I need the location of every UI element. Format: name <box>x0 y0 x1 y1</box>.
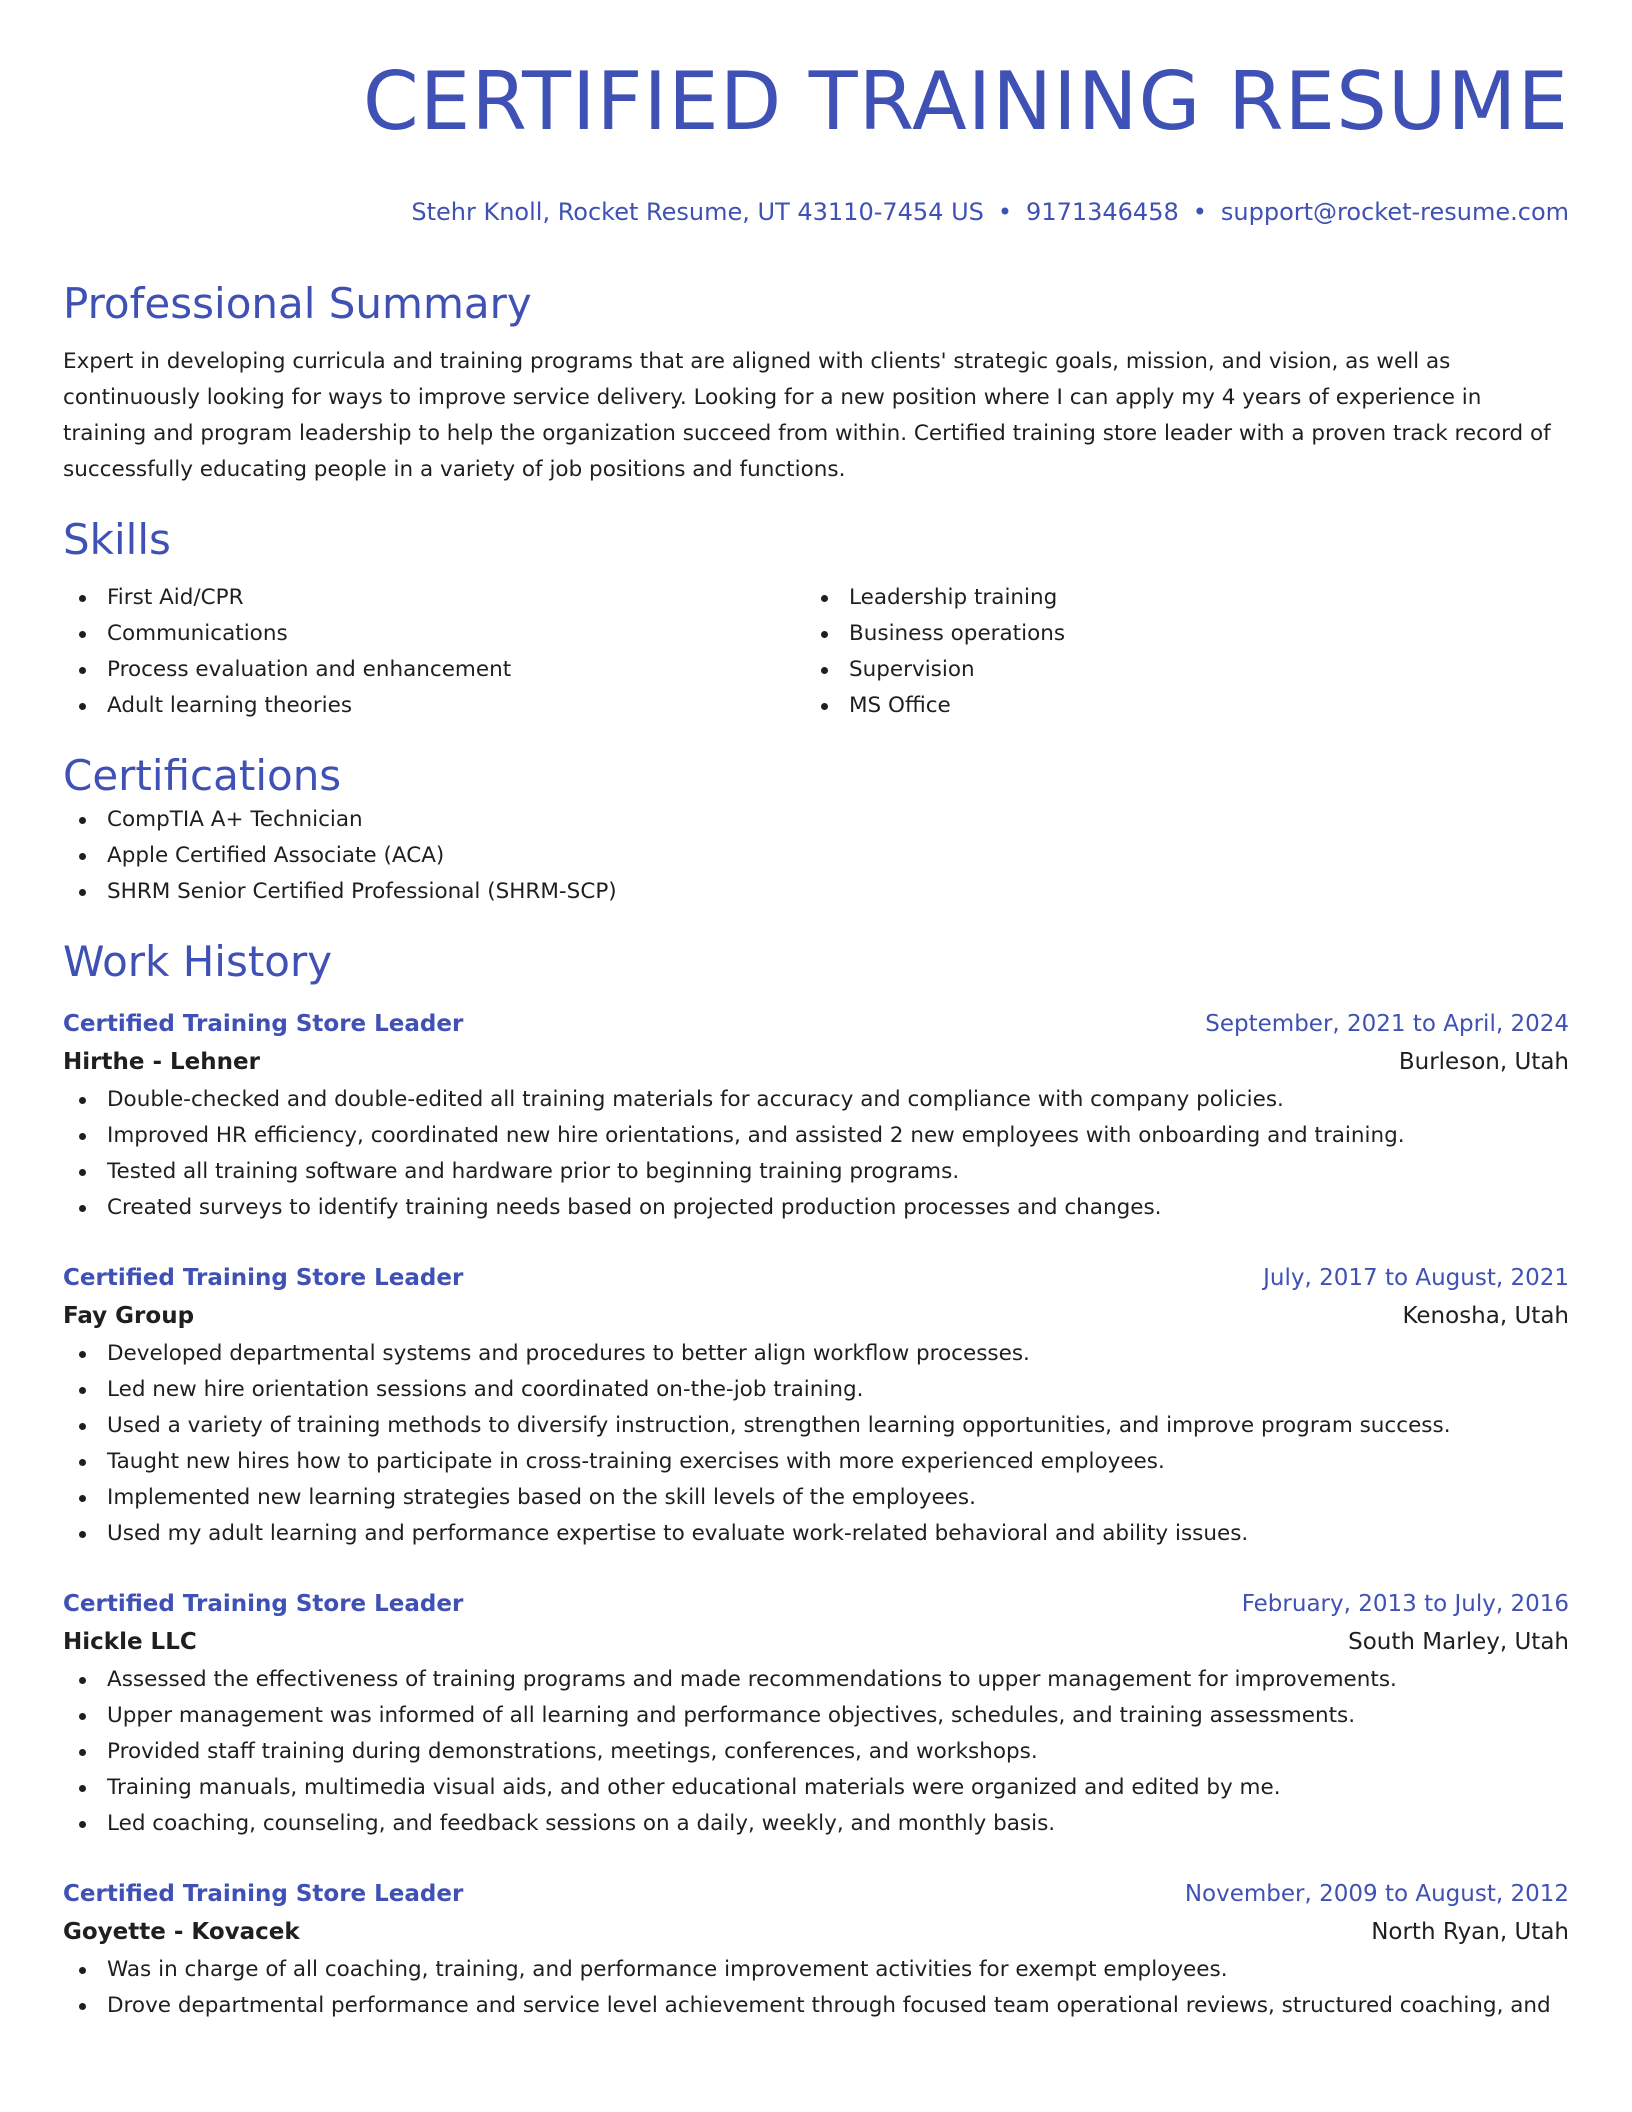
contact-separator: • <box>1192 198 1207 226</box>
skill-item: Adult learning theories <box>63 688 805 724</box>
skill-item: MS Office <box>805 688 1569 724</box>
job-location: North Ryan, Utah <box>1371 1919 1569 1945</box>
job-bullets <box>63 1336 1569 1552</box>
job-entry <box>63 1876 1569 2024</box>
skill-item: First Aid/CPR <box>63 580 805 616</box>
job-location: Kenosha, Utah <box>1402 1303 1569 1329</box>
job-bullet: Was in charge of all coaching, training, and performance improvement activities for exempt employees. <box>63 1952 1569 1988</box>
job-bullet: Drove departmental performance and service level achievement through focused team operational reviews, structured coaching, and <box>63 1988 1569 2024</box>
job-bullet: Used a variety of training methods to diversify instruction, strengthen learning opportunities, and improve program success. <box>63 1408 1569 1444</box>
certification-item: SHRM Senior Certified Professional (SHRM-SCP) <box>63 874 1569 910</box>
skill-item: Communications <box>63 616 805 652</box>
job-bullet: Assessed the effectiveness of training programs and made recommendations to upper management for improvements. <box>63 1662 1569 1698</box>
professional-summary-section <box>63 278 1569 488</box>
job-bullet: Improved HR efficiency, coordinated new hire orientations, and assisted 2 new employees with onboarding and training. <box>63 1118 1569 1154</box>
job-location: Burleson, Utah <box>1398 1049 1569 1075</box>
job-title: Certified Training Store Leader <box>63 1591 464 1617</box>
job-bullet: Tested all training software and hardware prior to beginning training programs. <box>63 1154 1569 1190</box>
job-dates: July, 2017 to August, 2021 <box>1263 1265 1569 1291</box>
job-bullets <box>63 1082 1569 1226</box>
job-entry <box>63 1260 1569 1552</box>
job-dates: February, 2013 to July, 2016 <box>1241 1591 1569 1617</box>
job-bullet: Used my adult learning and performance expertise to evaluate work-related behavioral and ability issues. <box>63 1516 1569 1552</box>
contact-phone[interactable]: 9171346458 <box>1026 198 1179 226</box>
skills-list-right <box>805 580 1569 724</box>
skills-list-left <box>63 580 805 724</box>
job-title: Certified Training Store Leader <box>63 1881 464 1907</box>
job-company: Fay Group <box>63 1303 195 1329</box>
job-entry <box>63 1586 1569 1842</box>
contact-email[interactable]: support@rocket-resume.com <box>1220 198 1569 226</box>
contact-address: Stehr Knoll, Rocket Resume, UT 43110-7454 US <box>411 198 984 226</box>
job-bullet: Training manuals, multimedia visual aids, and other educational materials were organized and edited by me. <box>63 1770 1569 1806</box>
job-bullet: Provided staff training during demonstrations, meetings, conferences, and workshops. <box>63 1734 1569 1770</box>
job-bullets <box>63 1952 1569 2024</box>
skills-grid <box>63 580 1569 724</box>
job-bullet: Implemented new learning strategies based on the skill levels of the employees. <box>63 1480 1569 1516</box>
job-bullet: Upper management was informed of all learning and performance objectives, schedules, and training assessments. <box>63 1698 1569 1734</box>
certification-item: Apple Certified Associate (ACA) <box>63 838 1569 874</box>
skill-item: Leadership training <box>805 580 1569 616</box>
work-history-section <box>63 936 1569 2024</box>
job-company: Hickle LLC <box>63 1629 197 1655</box>
job-bullet: Double-checked and double-edited all training materials for accuracy and compliance with company policies. <box>63 1082 1569 1118</box>
skill-item: Supervision <box>805 652 1569 688</box>
job-bullet: Led coaching, counseling, and feedback sessions on a daily, weekly, and monthly basis. <box>63 1806 1569 1842</box>
resume-title: CERTIFIED TRAINING RESUME <box>362 55 1569 148</box>
job-bullets <box>63 1662 1569 1842</box>
job-bullet: Led new hire orientation sessions and coordinated on-the-job training. <box>63 1372 1569 1408</box>
job-bullet: Created surveys to identify training needs based on projected production processes and changes. <box>63 1190 1569 1226</box>
section-heading: Professional Summary <box>63 279 532 328</box>
job-location: South Marley, Utah <box>1348 1629 1569 1655</box>
skills-section <box>63 514 1569 724</box>
certifications-list <box>63 802 1569 910</box>
resume-header <box>63 0 1569 228</box>
skill-item: Business operations <box>805 616 1569 652</box>
skill-item: Process evaluation and enhancement <box>63 652 805 688</box>
job-company: Goyette - Kovacek <box>63 1919 300 1945</box>
job-bullet: Developed departmental systems and procedures to better align workflow processes. <box>63 1336 1569 1372</box>
job-dates: September, 2021 to April, 2024 <box>1205 1011 1569 1037</box>
job-title: Certified Training Store Leader <box>63 1265 464 1291</box>
contact-line <box>63 196 1569 228</box>
job-dates: November, 2009 to August, 2012 <box>1184 1881 1569 1907</box>
contact-separator: • <box>997 198 1013 226</box>
section-heading: Skills <box>63 515 171 564</box>
certifications-section <box>63 750 1569 910</box>
summary-text: Expert in developing curricula and training programs that are aligned with clients' strategic goals, mission, and vision, as well as continuously looking for ways to improve service delivery. Looking for a new position where I can apply my 4 years of experience in training and program leadership to help the organization succeed from within. Certified training store leader with a proven track record of successfully educating people in a variety of job positions and functions. <box>63 349 1551 482</box>
job-title: Certified Training Store Leader <box>63 1011 464 1037</box>
section-heading: Work History <box>63 937 333 986</box>
job-entry <box>63 1006 1569 1226</box>
certification-item: CompTIA A+ Technician <box>63 802 1569 838</box>
job-bullet: Taught new hires how to participate in cross-training exercises with more experienced employees. <box>63 1444 1569 1480</box>
job-company: Hirthe - Lehner <box>63 1049 260 1075</box>
section-heading: Certifications <box>63 751 342 800</box>
